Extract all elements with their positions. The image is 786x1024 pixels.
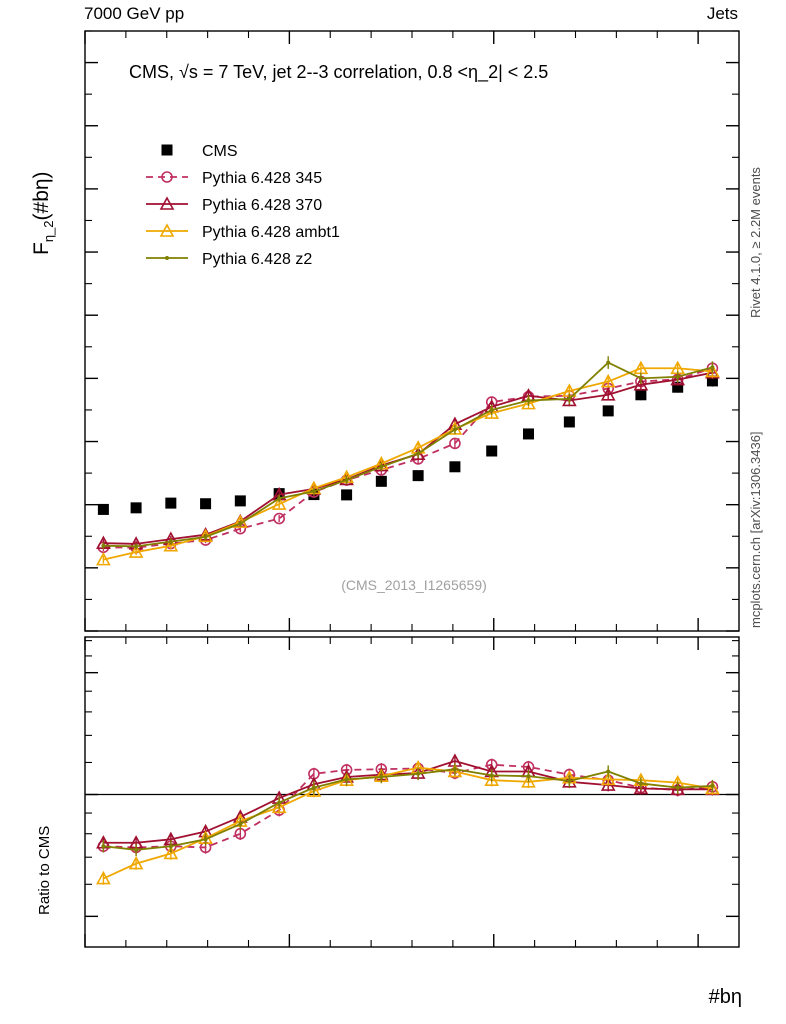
legend-label: Pythia 6.428 370 bbox=[202, 197, 323, 214]
beam-energy-label: 7000 GeV pp bbox=[84, 4, 185, 23]
analysis-id-watermark: (CMS_2013_I1265659) bbox=[341, 577, 487, 593]
x-axis-label: #bη bbox=[708, 986, 742, 1008]
main-plot-panel bbox=[84, 30, 740, 632]
analysis-category-label: Jets bbox=[706, 4, 738, 23]
legend-label: Pythia 6.428 345 bbox=[202, 170, 323, 187]
legend-label: Pythia 6.428 z2 bbox=[202, 251, 313, 268]
mcplots-source-text: mcplots.cern.ch [arXiv:1306.3436] bbox=[748, 431, 763, 628]
y-axis-label-main bbox=[26, 60, 56, 260]
legend-label: CMS bbox=[202, 143, 238, 160]
rivet-version-label bbox=[744, 60, 766, 320]
ratio-axis-text: Ratio to CMS bbox=[36, 825, 53, 915]
svg-text:Fη_2(#bη): $F_{\eta\_2}(\#b\eta)$ bbox=[30, 171, 56, 255]
rivet-version-text: Rivet 4.1.0, ≥ 2.2M events bbox=[748, 167, 763, 318]
y-axis-label-ratio bbox=[30, 760, 56, 920]
plot-title: CMS, √s = 7 TeV, jet 2--3 correlation, 0.8 <η_2| < 2.5 bbox=[129, 62, 549, 82]
legend-label: Pythia 6.428 ambt1 bbox=[202, 224, 340, 241]
ratio-plot-panel bbox=[84, 636, 740, 948]
mcplots-source-label bbox=[744, 330, 766, 630]
